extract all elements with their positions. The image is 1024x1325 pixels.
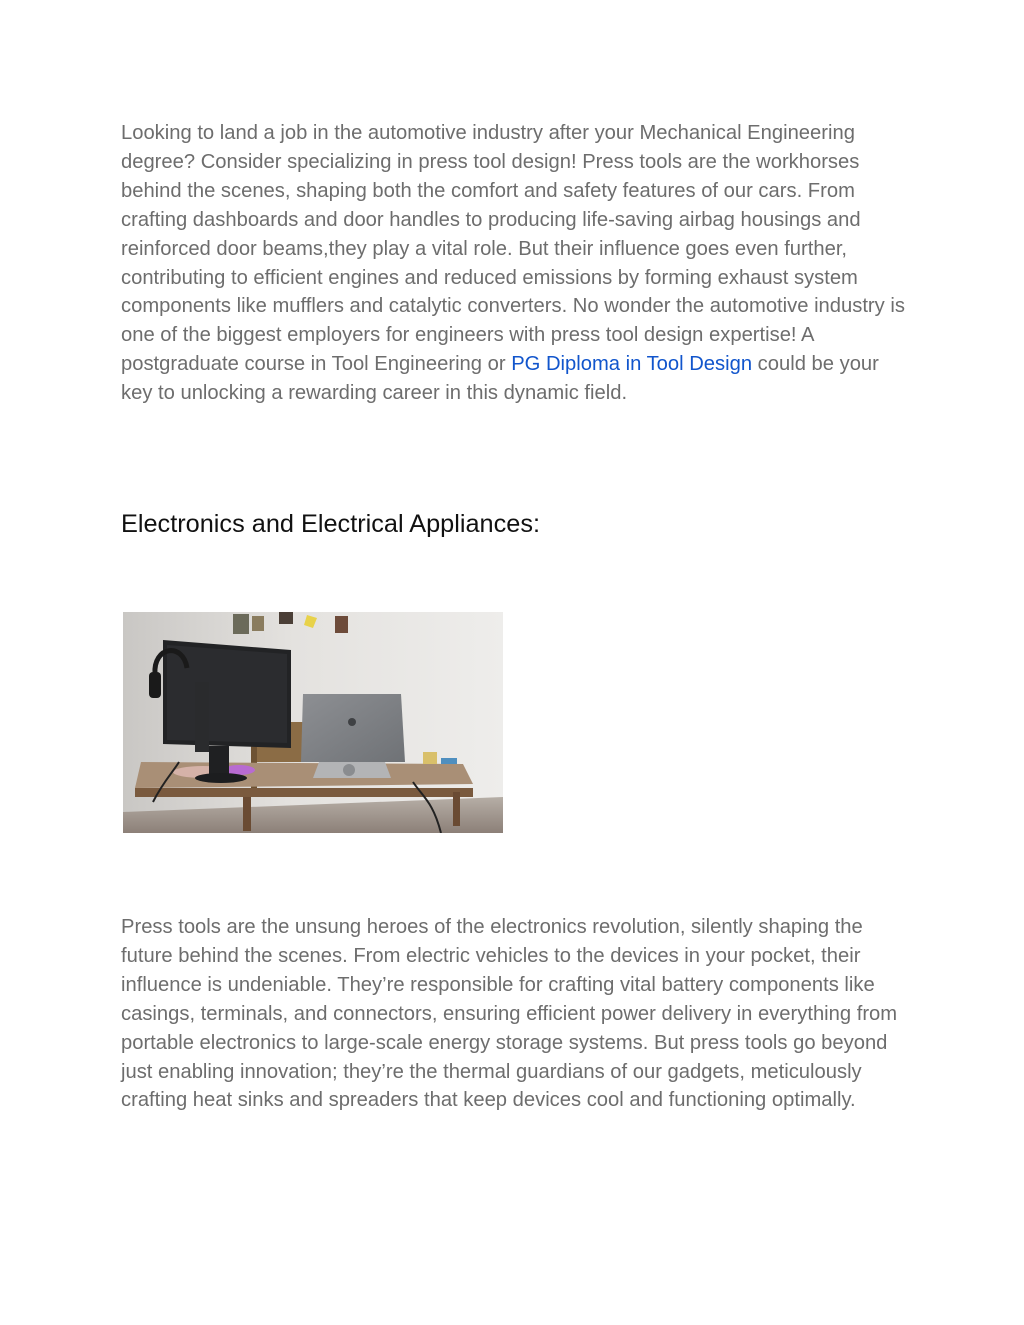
section-heading: Electronics and Electrical Appliances: bbox=[121, 510, 541, 538]
pg-diploma-link[interactable]: PG Diploma in Tool Design bbox=[511, 353, 753, 376]
desk-setup-image bbox=[123, 612, 503, 833]
intro-paragraph bbox=[121, 119, 911, 408]
intro-text-before-link: Looking to land a job in the automotive industry after your Mechanical Engineering degree? Consider specializing in press tool design! Press tools are the workhorses behind the scenes, shaping both the comfort and safety features of our cars. From crafting dashboards and door handles to producing life-saving airbag housings and reinforced door beams,they play a vital role. But their influence goes even further, contributing to efficient engines and reduced emissions by forming exhaust system components like mufflers and catalytic converters. No wonder the automotive industry is one of the biggest employers for engineers with press tool design expertise! A postgraduate course in Tool Engineering or bbox=[121, 122, 905, 376]
intro-text-after-link: could be your key to unlocking a rewarding career in this dynamic field. bbox=[121, 353, 879, 405]
electronics-paragraph: Press tools are the unsung heroes of the electronics revolution, silently shaping the future behind the scenes. From electric vehicles to the devices in your pocket, their influence is undeniable. They’re responsible for crafting vital battery components like casings, terminals, and connectors, ensuring efficient power delivery in everything from portable electronics to large-scale energy storage systems. But press tools go beyond just enabling innovation; they’re the thermal guardians of our gadgets, meticulously crafting heat sinks and spreaders that keep devices cool and functioning optimally. bbox=[121, 916, 898, 1112]
